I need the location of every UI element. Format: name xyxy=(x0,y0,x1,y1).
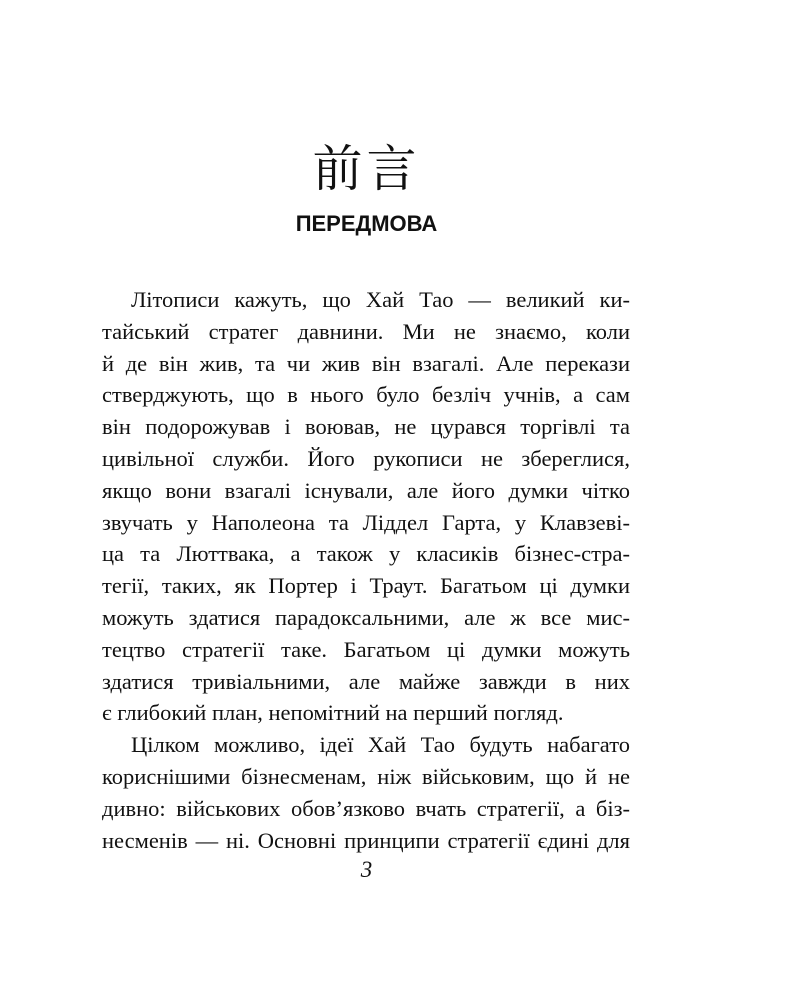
chinese-title: 前言 xyxy=(312,140,421,198)
chapter-heading: ПЕРЕДМОВА xyxy=(295,211,438,236)
text-line: можуть здатися парадоксальними, але ж все мис- xyxy=(102,604,630,630)
text-line: ца та Люттвака, а також у класиків бізнес-стра- xyxy=(102,541,630,567)
text-line: й де він жив, та чи жив він взагалі. Але перекази xyxy=(102,350,630,376)
text-line: дивно: військових обов’язково вчать стратегії, а біз- xyxy=(102,795,630,821)
paragraph-1 xyxy=(102,284,630,729)
page-number: 3 xyxy=(360,857,373,882)
text-line: якщо вони взагалі існували, але його думки чітко xyxy=(102,477,630,503)
text-line: стверджують, що в нього було безліч учнів, а сам xyxy=(102,382,630,408)
text-line: звучать у Наполеона та Ліддел Гарта, у Клавзеві- xyxy=(102,509,630,535)
text-line: кориснішими бізнесменам, ніж військовим, що й не xyxy=(102,763,630,789)
body-text xyxy=(102,284,630,856)
text-line: він подорожував і воював, не цурався торгівлі та xyxy=(102,414,630,440)
text-line: несменів — ні. Основні принципи стратегії єдині для xyxy=(102,827,630,853)
text-line: тецтво стратегії таке. Багатьом ці думки можуть xyxy=(102,636,630,662)
text-line: тайський стратег давнини. Ми не знаємо, коли xyxy=(102,318,630,344)
text-line: Літописи кажуть, що Хай Тао — великий ки- xyxy=(131,287,630,312)
text-line: здатися тривіальними, але майже завжди в них xyxy=(102,668,630,694)
text-line: Цілком можливо, ідеї Хай Тао будуть набагато xyxy=(131,732,630,758)
text-line: тегії, таких, як Портер і Траут. Багатьом ці думки xyxy=(102,573,630,599)
text-line: є глибокий план, непомітний на перший погляд. xyxy=(102,700,564,726)
text-line: цивільної служби. Його рукописи не збереглися, xyxy=(102,445,630,471)
paragraph-2 xyxy=(102,729,630,856)
